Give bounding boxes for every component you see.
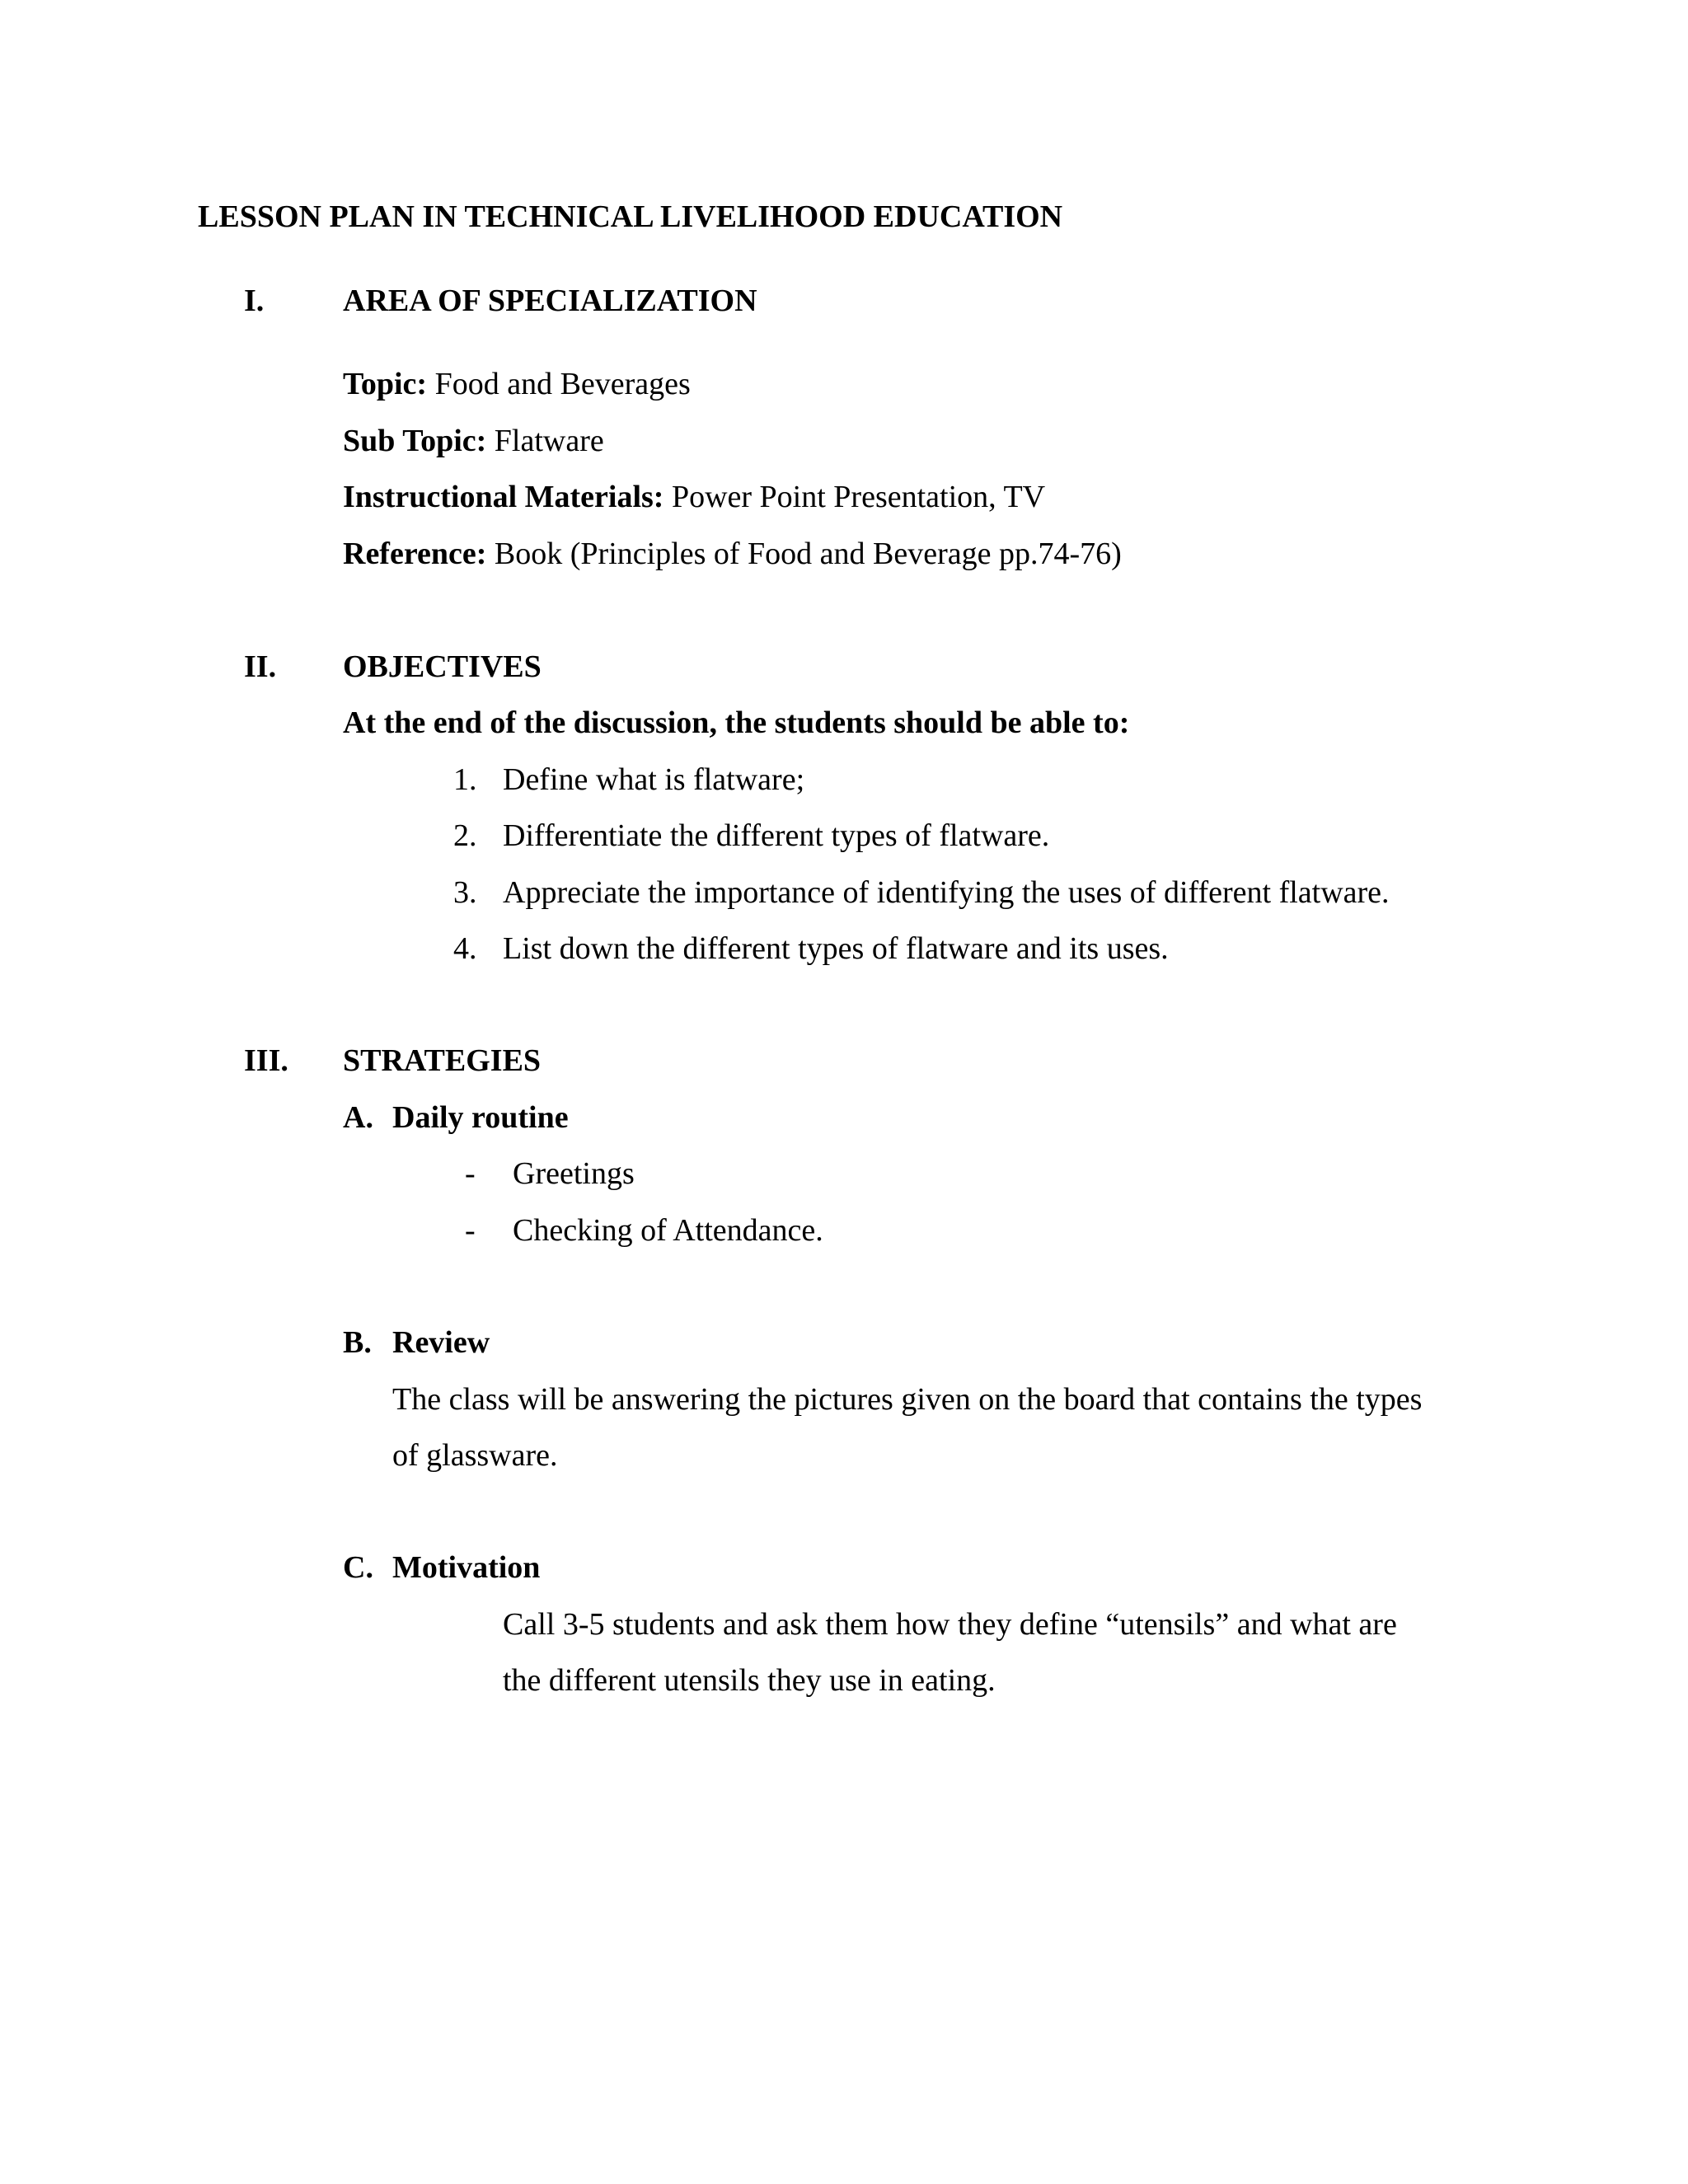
paragraph-line: The class will be answering the pictures given on the board that contains the types [392, 1382, 1423, 1417]
subsection-letter: C. [343, 1550, 373, 1585]
materials-value: Power Point Presentation, TV [671, 480, 1046, 514]
subsection-letter: B. [343, 1325, 372, 1360]
document-title: LESSON PLAN IN TECHNICAL LIVELIHOOD EDUCATION [198, 199, 1063, 234]
subsection-heading: Daily routine [392, 1100, 569, 1135]
subsection-heading: Motivation [392, 1550, 541, 1585]
list-item: Define what is flatware; [503, 762, 805, 797]
section-numeral: III. [244, 1043, 288, 1078]
topic-value: Food and Beverages [434, 367, 691, 401]
subsection-heading: Review [392, 1325, 490, 1360]
bullet-dash: - [465, 1156, 476, 1191]
materials-label: Instructional Materials: [343, 480, 664, 514]
list-item: Greetings [513, 1156, 635, 1191]
subtopic-value: Flatware [494, 424, 604, 458]
list-item: List down the different types of flatware and its uses. [503, 931, 1169, 966]
paragraph-line: of glassware. [392, 1438, 558, 1473]
objectives-intro: At the end of the discussion, the students should be able to: [343, 705, 1130, 740]
paragraph-line: Call 3-5 students and ask them how they define “utensils” and what are [503, 1607, 1397, 1642]
bullet-dash: - [465, 1213, 476, 1248]
topic-label: Topic: [343, 367, 428, 401]
section-numeral: I. [244, 284, 265, 318]
section-heading: STRATEGIES [343, 1043, 542, 1078]
subsection-letter: A. [343, 1100, 373, 1135]
reference-label: Reference: [343, 537, 487, 571]
materials-line [343, 481, 1045, 513]
section-heading: AREA OF SPECIALIZATION [343, 284, 757, 318]
list-item: Appreciate the importance of identifying the uses of different flatware. [503, 875, 1390, 910]
topic-line [343, 368, 691, 400]
section-heading: OBJECTIVES [343, 649, 542, 684]
list-item-number: 2. [453, 818, 477, 853]
reference-line [343, 538, 1122, 569]
subtopic-line [343, 425, 604, 457]
list-item-number: 4. [453, 931, 477, 966]
list-item: Checking of Attendance. [513, 1213, 823, 1248]
list-item-number: 1. [453, 762, 477, 797]
subtopic-label: Sub Topic: [343, 424, 487, 458]
list-item: Differentiate the different types of flatware. [503, 818, 1050, 853]
paragraph-line: the different utensils they use in eating. [503, 1663, 996, 1698]
reference-value: Book (Principles of Food and Beverage pp.74-76) [494, 537, 1122, 571]
list-item-number: 3. [453, 875, 477, 910]
section-numeral: II. [244, 649, 277, 684]
